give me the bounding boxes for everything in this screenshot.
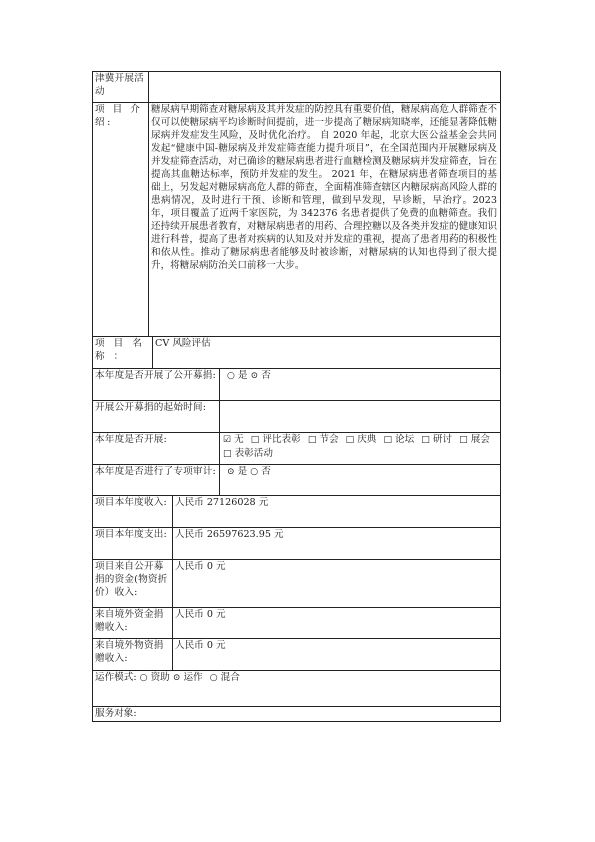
checkbox-empty-icon[interactable]: □ (459, 435, 468, 445)
radio-empty-icon[interactable]: ○ (139, 673, 148, 683)
radio-empty-icon[interactable]: ○ (250, 467, 259, 477)
income-value: 人民币 27126028 元 (175, 497, 269, 508)
operation-mode (92, 670, 500, 706)
activity-option: 研讨 (432, 434, 453, 445)
activity-option: 节会 (319, 434, 339, 445)
radio-selected-icon[interactable]: ⊙ (227, 467, 235, 477)
service-target-label: 服务对象: (95, 708, 137, 719)
expense-label: 项目本年度支出: (95, 529, 167, 540)
option-no: 否 (261, 370, 271, 381)
operation-option: 资助 (150, 672, 170, 683)
special-audit-label: 本年度是否进行了专项审计: (95, 466, 216, 477)
overseas-goods-label: 来自境外物资捐赠收入: (95, 640, 164, 664)
checkbox-empty-icon[interactable]: □ (421, 435, 430, 445)
checkbox-empty-icon[interactable]: □ (383, 435, 392, 445)
public-fundraising-label: 本年度是否开展了公开募捐: (95, 370, 216, 381)
project-name-label: 项 目 名 称 ： (95, 338, 145, 362)
radio-selected-icon[interactable]: ⊙ (250, 371, 259, 381)
activities-options (219, 432, 500, 464)
intro-text: 糖尿病早期筛查对糖尿病及其并发症的防控具有重要价值，糖尿病高危人群筛查不仅可以使糖尿病平均诊断时间提前，进一步提高了糖尿病知晓率，还能显著降低糖尿病并发症发生风险，及时优化治疗。 自 2020 年起，北京大医公益基金会共同发起“健康中国-糖尿病及并发症筛查能力提升项目”，在全国范围内开展糖尿病及并发症筛查活动，对已确诊的糖尿病患者进行血糖检测及糖尿病并发症筛查，旨在提高其血糖达标率，预防并发症的发生。 2021 年，在糖尿病患者筛查项目的基础上，另发起对糖尿病高危人群的筛查，全面精准筛查辖区内糖尿病高风险人群的患病情况，及时进行干预、诊断和管理，做到早发现，早诊断，早治疗。2023 年，项目覆盖了近两千家医院，为 342376 名患者提供了免费的血糖筛查。我们还持续开展患者教育，对糖尿病患者的用药、合理控糖以及各类并发症的健康知识进行科普，提高了患者对疾病的认知及对并发症的重视，提高了患者用药的积极性和依从性。推动了糖尿病患者能够及时被诊断，对糖尿病的认知也得到了很大提升，将糖尿病防治关口前移一大步。 (151, 104, 497, 271)
public-income-value: 人民币 0 元 (175, 561, 226, 572)
activity-option: 表彰活动 (234, 448, 273, 459)
radio-selected-icon[interactable]: ⊙ (172, 673, 181, 683)
activity-option: 展会 (470, 434, 490, 445)
operation-option: 运作 (183, 672, 203, 683)
activity-option: 无 (234, 434, 244, 445)
intro-label: 项 目 介 绍: (95, 104, 143, 128)
income-label: 项目本年度收入: (95, 497, 167, 508)
checkbox-empty-icon[interactable]: □ (250, 435, 260, 445)
overseas-funds-label: 来自境外资金捐赠收入: (95, 609, 164, 633)
checkbox-checked-icon[interactable]: ☑ (223, 435, 232, 445)
checkbox-empty-icon[interactable]: □ (307, 435, 317, 445)
project-table (92, 71, 500, 721)
special-audit-options (219, 464, 500, 495)
overseas-goods-value: 人民币 0 元 (175, 640, 226, 651)
fundraising-start-value (219, 400, 500, 432)
activity-option: 论坛 (395, 434, 415, 445)
radio-empty-icon[interactable]: ○ (227, 371, 235, 381)
overseas-funds-value: 人民币 0 元 (175, 609, 226, 620)
activities-label: 本年度是否开展: (95, 434, 167, 445)
option-yes: 是 (237, 466, 248, 477)
operation-option: 混合 (220, 672, 240, 683)
option-yes: 是 (237, 370, 248, 381)
checkbox-empty-icon[interactable]: □ (345, 435, 355, 445)
fundraising-start-label: 开展公开募捐的起始时间: (95, 402, 207, 413)
activity-option: 庆典 (357, 434, 377, 445)
project-name-value: CV 风险评估 (155, 338, 211, 349)
expense-value: 人民币 26597623.95 元 (175, 529, 284, 540)
activity-option: 评比表彰 (262, 434, 301, 445)
operation-mode-label: 运作模式: (95, 672, 137, 683)
checkbox-empty-icon[interactable]: □ (223, 449, 232, 459)
public-income-label: 项目来自公开募捐的资金(物资折价）收入: (95, 561, 168, 598)
public-fundraising-options (219, 368, 500, 400)
radio-empty-icon[interactable]: ○ (209, 673, 218, 683)
option-no: 否 (261, 466, 271, 477)
jinji-label: 津冀开展活动 (95, 73, 144, 97)
